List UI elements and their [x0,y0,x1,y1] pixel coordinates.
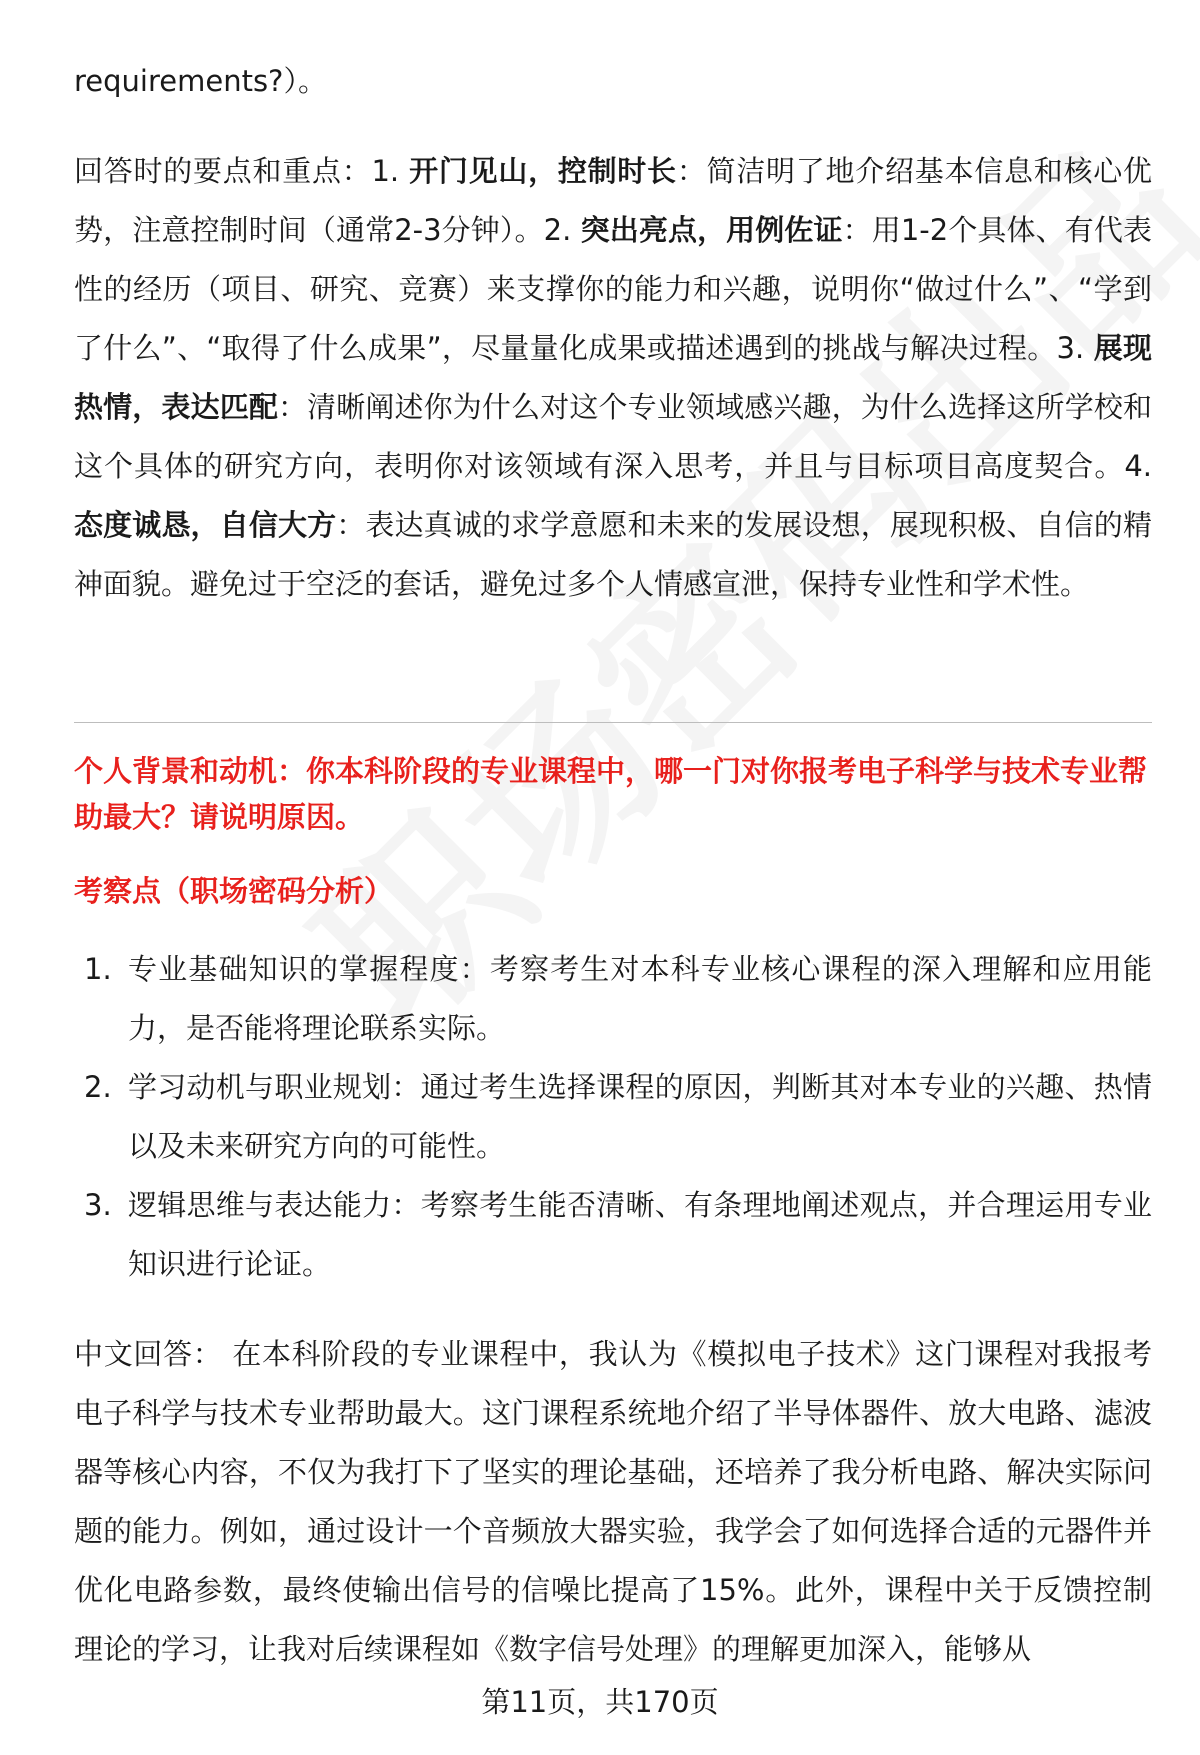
list-item-number: 3. [84,1188,112,1222]
key-point-2-text: ：用1-2个具体、有代表性的经历（项目、研究、竞赛）来支撑你的能力和兴趣，说明你“做过什么”、“学到了什么”、“取得了什么成果”，尽量量化成果或描述遇到的挑战与解决过程。3. [74,213,1152,365]
continued-text-line: requirements?）。 [74,64,327,98]
answer-guidance-paragraph [74,142,1152,614]
analysis-points-list [74,940,1152,1294]
key-point-4: 态度诚恳，自信大方 [74,508,337,542]
question-heading: 个人背景和动机：你本科阶段的专业课程中，哪一门对你报考电子科学与技术专业帮助最大？请说明原因。 [74,754,1148,834]
key-point-1-text: ：简洁明了地介绍基本信息和核心优势，注意控制时间（通常2-3分钟）。2. [74,154,1152,247]
analysis-section-title: 考察点（职场密码分析） [74,874,394,908]
key-point-1: 开门见山，控制时长 [409,154,677,188]
key-point-2: 突出亮点，用例佐证 [580,213,843,247]
list-item-text: 学习动机与职业规划：通过考生选择课程的原因，判断其对本专业的兴趣、热情以及未来研究方向的可能性。 [128,1070,1152,1163]
list-item-number: 2. [84,1070,112,1104]
list-item-text: 逻辑思维与表达能力：考察考生能否清晰、有条理地阐述观点，并合理运用专业知识进行论证。 [128,1188,1152,1281]
section-divider [74,722,1152,723]
chinese-answer-paragraph: 中文回答： 在本科阶段的专业课程中，我认为《模拟电子技术》这门课程对我报考电子科学与技术专业帮助最大。这门课程系统地介绍了半导体器件、放大电路、滤波器等核心内容，不仅为我打下了坚实的理论基础，还培养了我分析电路、解决实际问题的能力。例如，通过设计一个音频放大器实验，我学会了如何选择合适的元器件并优化电路参数，最终使输出信号的信噪比提高了15%。此外，课程中关于反馈控制理论的学习，让我对后续课程如《数字信号处理》的理解更加深入，能够从 [74,1337,1152,1666]
list-item-text: 专业基础知识的掌握程度：考察考生对本科专业核心课程的深入理解和应用能力，是否能将理论联系实际。 [128,952,1152,1045]
page-number-footer: 第11页，共170页 [481,1685,719,1719]
key-point-4-text: ：表达真诚的求学意愿和未来的发展设想，展现积极、自信的精神面貌。避免过于空泛的套话，避免过多个人情感宣泄，保持专业性和学术性。 [74,508,1152,601]
key-point-3: 展现热情，表达匹配 [74,331,1152,424]
list-item [74,940,1152,1058]
answer-intro: 回答时的要点和重点：1. [74,154,410,188]
list-item [74,1176,1152,1294]
list-item-number: 1. [84,952,112,986]
list-item [74,1058,1152,1176]
key-point-3-text: ：清晰阐述你为什么对这个专业领域感兴趣，为什么选择这所学校和这个具体的研究方向，表明你对该领域有深入思考，并且与目标项目高度契合。4. [74,390,1152,483]
